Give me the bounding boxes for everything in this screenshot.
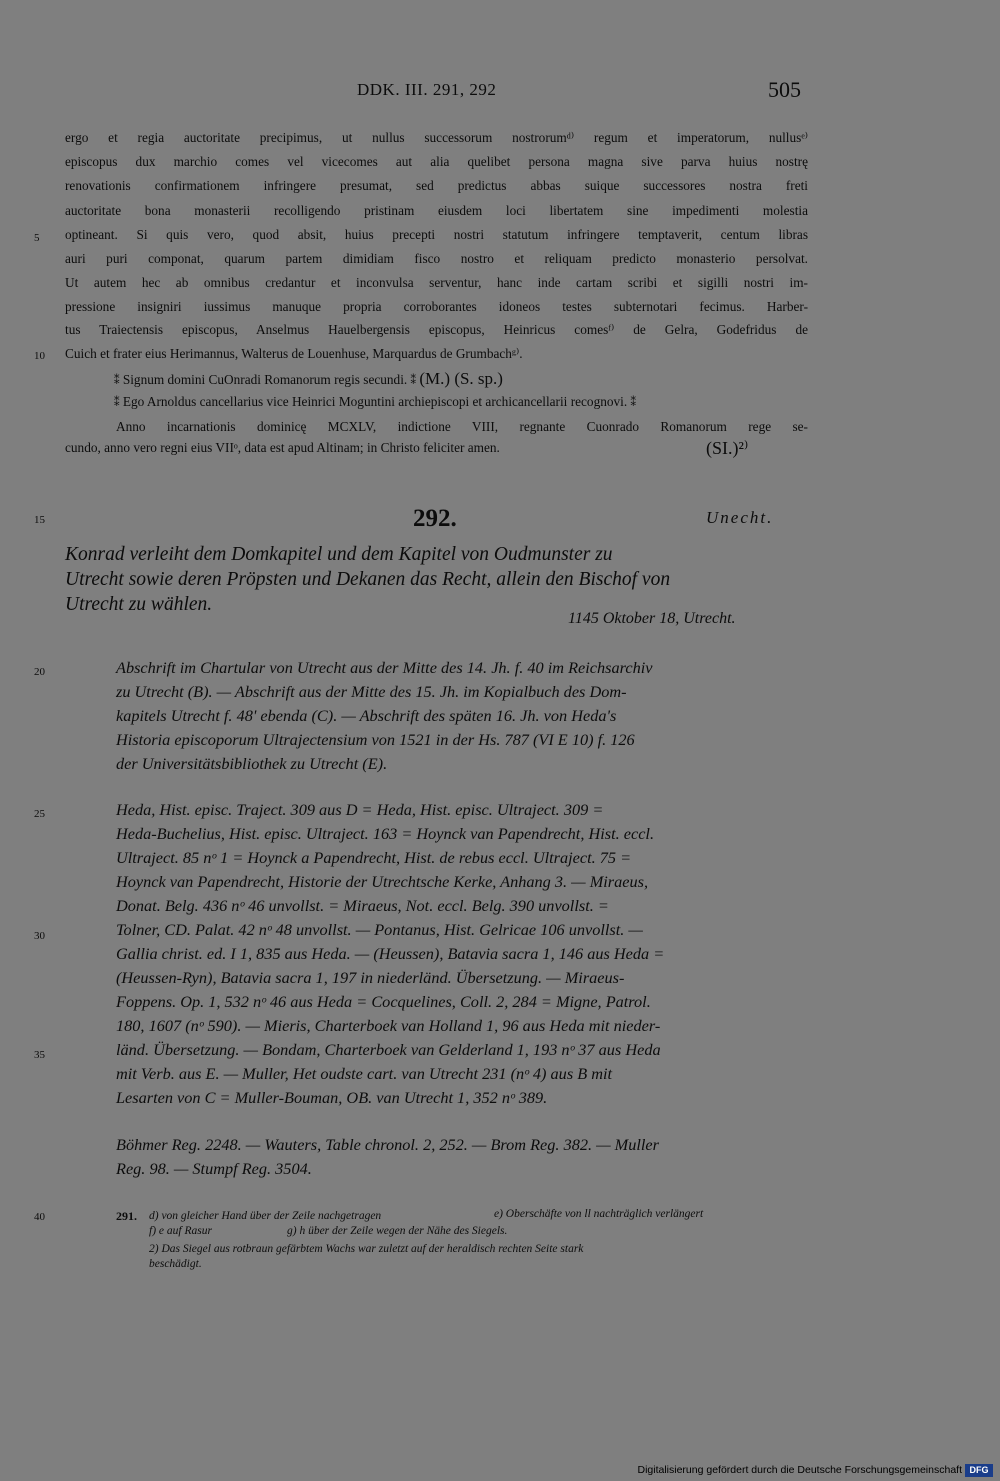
footnote-2: 2) Das Siegel aus rotbraun gefärbtem Wachs war zuletzt auf der heraldisch rechten Seite stark (149, 1243, 584, 1255)
footnote-e: e) Oberschäfte von ll nachträglich verlängert (494, 1208, 704, 1220)
line-number: 10 (34, 350, 45, 362)
text-line: renovationis confirmationem infringere presumat, sed predictus abbas suique successores nostra freti (65, 178, 808, 193)
edition-line: Heda, Hist. episc. Traject. 309 aus D = Heda, Hist. episc. Ultraject. 309 = (116, 800, 604, 819)
page-number: 505 (768, 77, 801, 102)
monogram-icon: ⁑ (410, 375, 417, 387)
running-header: DDK. III. 291, 292 (357, 80, 497, 99)
text-line: episcopus dux marchio comes vel vicecomes aut alia quelibet persona magna sive parva huius nostrę (65, 154, 808, 169)
signum-line (114, 369, 503, 389)
line-number: 35 (34, 1049, 45, 1061)
transmission-line: kapitels Utrecht f. 48' ebenda (C). — Abschrift des späten 16. Jh. von Heda's (116, 706, 617, 725)
funding-notice: Digitalisierung gefördert durch die Deutsche Forschungsgemeinschaft (637, 1464, 962, 1476)
transmission-line: zu Utrecht (B). — Abschrift aus der Mitte des 15. Jh. im Kopialbuch des Dom- (116, 682, 627, 701)
chrismon-icon: ⁑ (114, 375, 120, 387)
line-number: 40 (34, 1211, 45, 1223)
edition-line: Hoynck van Papendrecht, Historie der Utrechtsche Kerke, Anhang 3. — Miraeus, (116, 872, 649, 891)
regest-summary-line: Utrecht zu wählen. (65, 594, 213, 615)
date-place: 1145 Oktober 18, Utrecht. (568, 610, 736, 627)
edition-line: Heda-Buchelius, Hist. episc. Ultraject. 163 = Hoynck van Papendrecht, Hist. eccl. (116, 824, 655, 843)
transmission-line: Abschrift im Chartular von Utrecht aus der Mitte des 14. Jh. f. 40 im Reichsarchiv (116, 658, 653, 677)
document-number: 292. (413, 505, 457, 532)
dfg-logo: DFG (965, 1464, 993, 1477)
regesta-line: Reg. 98. — Stumpf Reg. 3504. (116, 1159, 312, 1178)
regesta-line: Böhmer Reg. 2248. — Wauters, Table chronol. 2, 252. — Brom Reg. 382. — Muller (116, 1135, 659, 1154)
footnote-2-continuation: beschädigt. (149, 1258, 202, 1270)
transmission-line: Historia episcoporum Ultrajectensium von 1521 in der Hs. 787 (VI E 10) f. 126 (116, 730, 635, 749)
text-line: Ut autem hec ab omnibus credantur et inconvulsa serventur, hanc inde cartam scribi et sigilli nostri im- (65, 275, 808, 290)
edition-line: länd. Übersetzung. — Bondam, Charterboek van Gelderland 1, 193 nᵒ 37 aus Heda (116, 1040, 661, 1059)
text-line: optineant. Si quis vero, quod absit, huius precepti nostri statutum infringere temptaverit, centum libras (65, 227, 808, 242)
text-line: auctoritate bona monasterii recolligendo pristinam eiusdem loci libertatem sine impedimenti molestia (65, 203, 808, 218)
edition-line: Tolner, CD. Palat. 42 nᵒ 48 unvollst. — Pontanus, Hist. Gelricae 106 unvollst. — (116, 920, 643, 939)
recognition-line (114, 394, 636, 410)
signum-text: Signum domini CuOnradi Romanorum regis secundi. (122, 372, 408, 387)
edition-line: Lesarten von C = Muller-Bouman, OB. van Utrecht 1, 352 nᵒ 389. (116, 1088, 548, 1107)
regest-summary-line: Utrecht sowie deren Pröpsten und Dekanen das Recht, allein den Bischof von (65, 569, 671, 590)
dating-line (65, 440, 500, 456)
edition-line: mit Verb. aus E. — Muller, Het oudste cart. van Utrecht 231 (nᵒ 4) aus B mit (116, 1064, 613, 1083)
edition-line: 180, 1607 (nᵒ 590). — Mieris, Charterboek van Holland 1, 96 aus Heda mit nieder- (116, 1016, 661, 1035)
edition-line: Ultraject. 85 nᵒ 1 = Hoynck a Papendrecht, Hist. de rebus eccl. Ultraject. 75 = (116, 848, 632, 867)
text-line: ergo et regia auctoritate precipimus, ut nullus successorum nostrorumᵈ⁾ regum et imperatorum, nullusᵉ⁾ (65, 130, 808, 145)
regest-summary-line: Konrad verleiht dem Domkapitel und dem Kapitel von Oudmunster zu (65, 544, 613, 565)
text-line: Cuich et frater eius Herimannus, Walterus de Louenhuse, Marquardus de Grumbachᵍ⁾. (65, 346, 523, 361)
dating-text: cundo, anno vero regni eius VIIᵒ, data est apud Altinam; in Christo feliciter amen. (65, 440, 500, 455)
footnote-reference: 291. (116, 1209, 137, 1223)
text-line: pressione insigniri iussimus manuque propria corroborantes idoneos testes subternotari fecimus. Harber- (65, 299, 808, 314)
dating-line: Anno incarnationis dominicę MCXLV, indictione VIII, regnante Cuonrado Romanorum rege se- (116, 419, 808, 434)
edition-line: (Heussen-Ryn), Batavia sacra 1, 197 in niederländ. Übersetzung. — Miraeus- (116, 968, 625, 987)
recognition-text: Ego Arnoldus cancellarius vice Heinrici Moguntini archiepiscopi et archicancellarii recognovi. (122, 394, 628, 409)
seal-mark: (SI.)²⁾ (706, 438, 749, 458)
monogram-mark: (M.) (S. sp.) (419, 369, 503, 388)
transmission-line: der Universitätsbibliothek zu Utrecht (E). (116, 754, 388, 773)
edition-line: Foppens. Op. 1, 532 nᵒ 46 aus Heda = Cocquelines, Coll. 2, 284 = Migne, Patrol. (116, 992, 651, 1011)
line-number: 25 (34, 808, 45, 820)
line-number: 20 (34, 666, 45, 678)
footnote-g: g) h über der Zeile wegen der Nähe des Siegels. (287, 1225, 508, 1237)
line-number: 30 (34, 930, 45, 942)
footnote-d: d) von gleicher Hand über der Zeile nachgetragen (149, 1210, 382, 1222)
line-number: 5 (34, 232, 40, 244)
chrismon-icon: ⁑ (114, 397, 120, 409)
text-line: tus Traiectensis episcopus, Anselmus Hauelbergensis episcopus, Heinricus comesᶠ⁾ de Gelra, Godefridus de (65, 322, 808, 337)
text-line: auri puri componat, quarum partem dimidiam fisco nostro et reliquam predicto monasterio persolvat. (65, 251, 808, 266)
edition-line: Donat. Belg. 436 nᵒ 46 unvollst. = Miraeus, Not. eccl. Belg. 390 unvollst. = (116, 896, 609, 915)
footnote-f: f) e auf Rasur (149, 1225, 212, 1237)
signum-recognitionis-icon: ⁑ (630, 397, 637, 409)
authenticity-status: Unecht. (706, 508, 774, 527)
line-number: 15 (34, 514, 45, 526)
edition-line: Gallia christ. ed. I 1, 835 aus Heda. — (Heussen), Batavia sacra 1, 146 aus Heda = (116, 944, 665, 963)
